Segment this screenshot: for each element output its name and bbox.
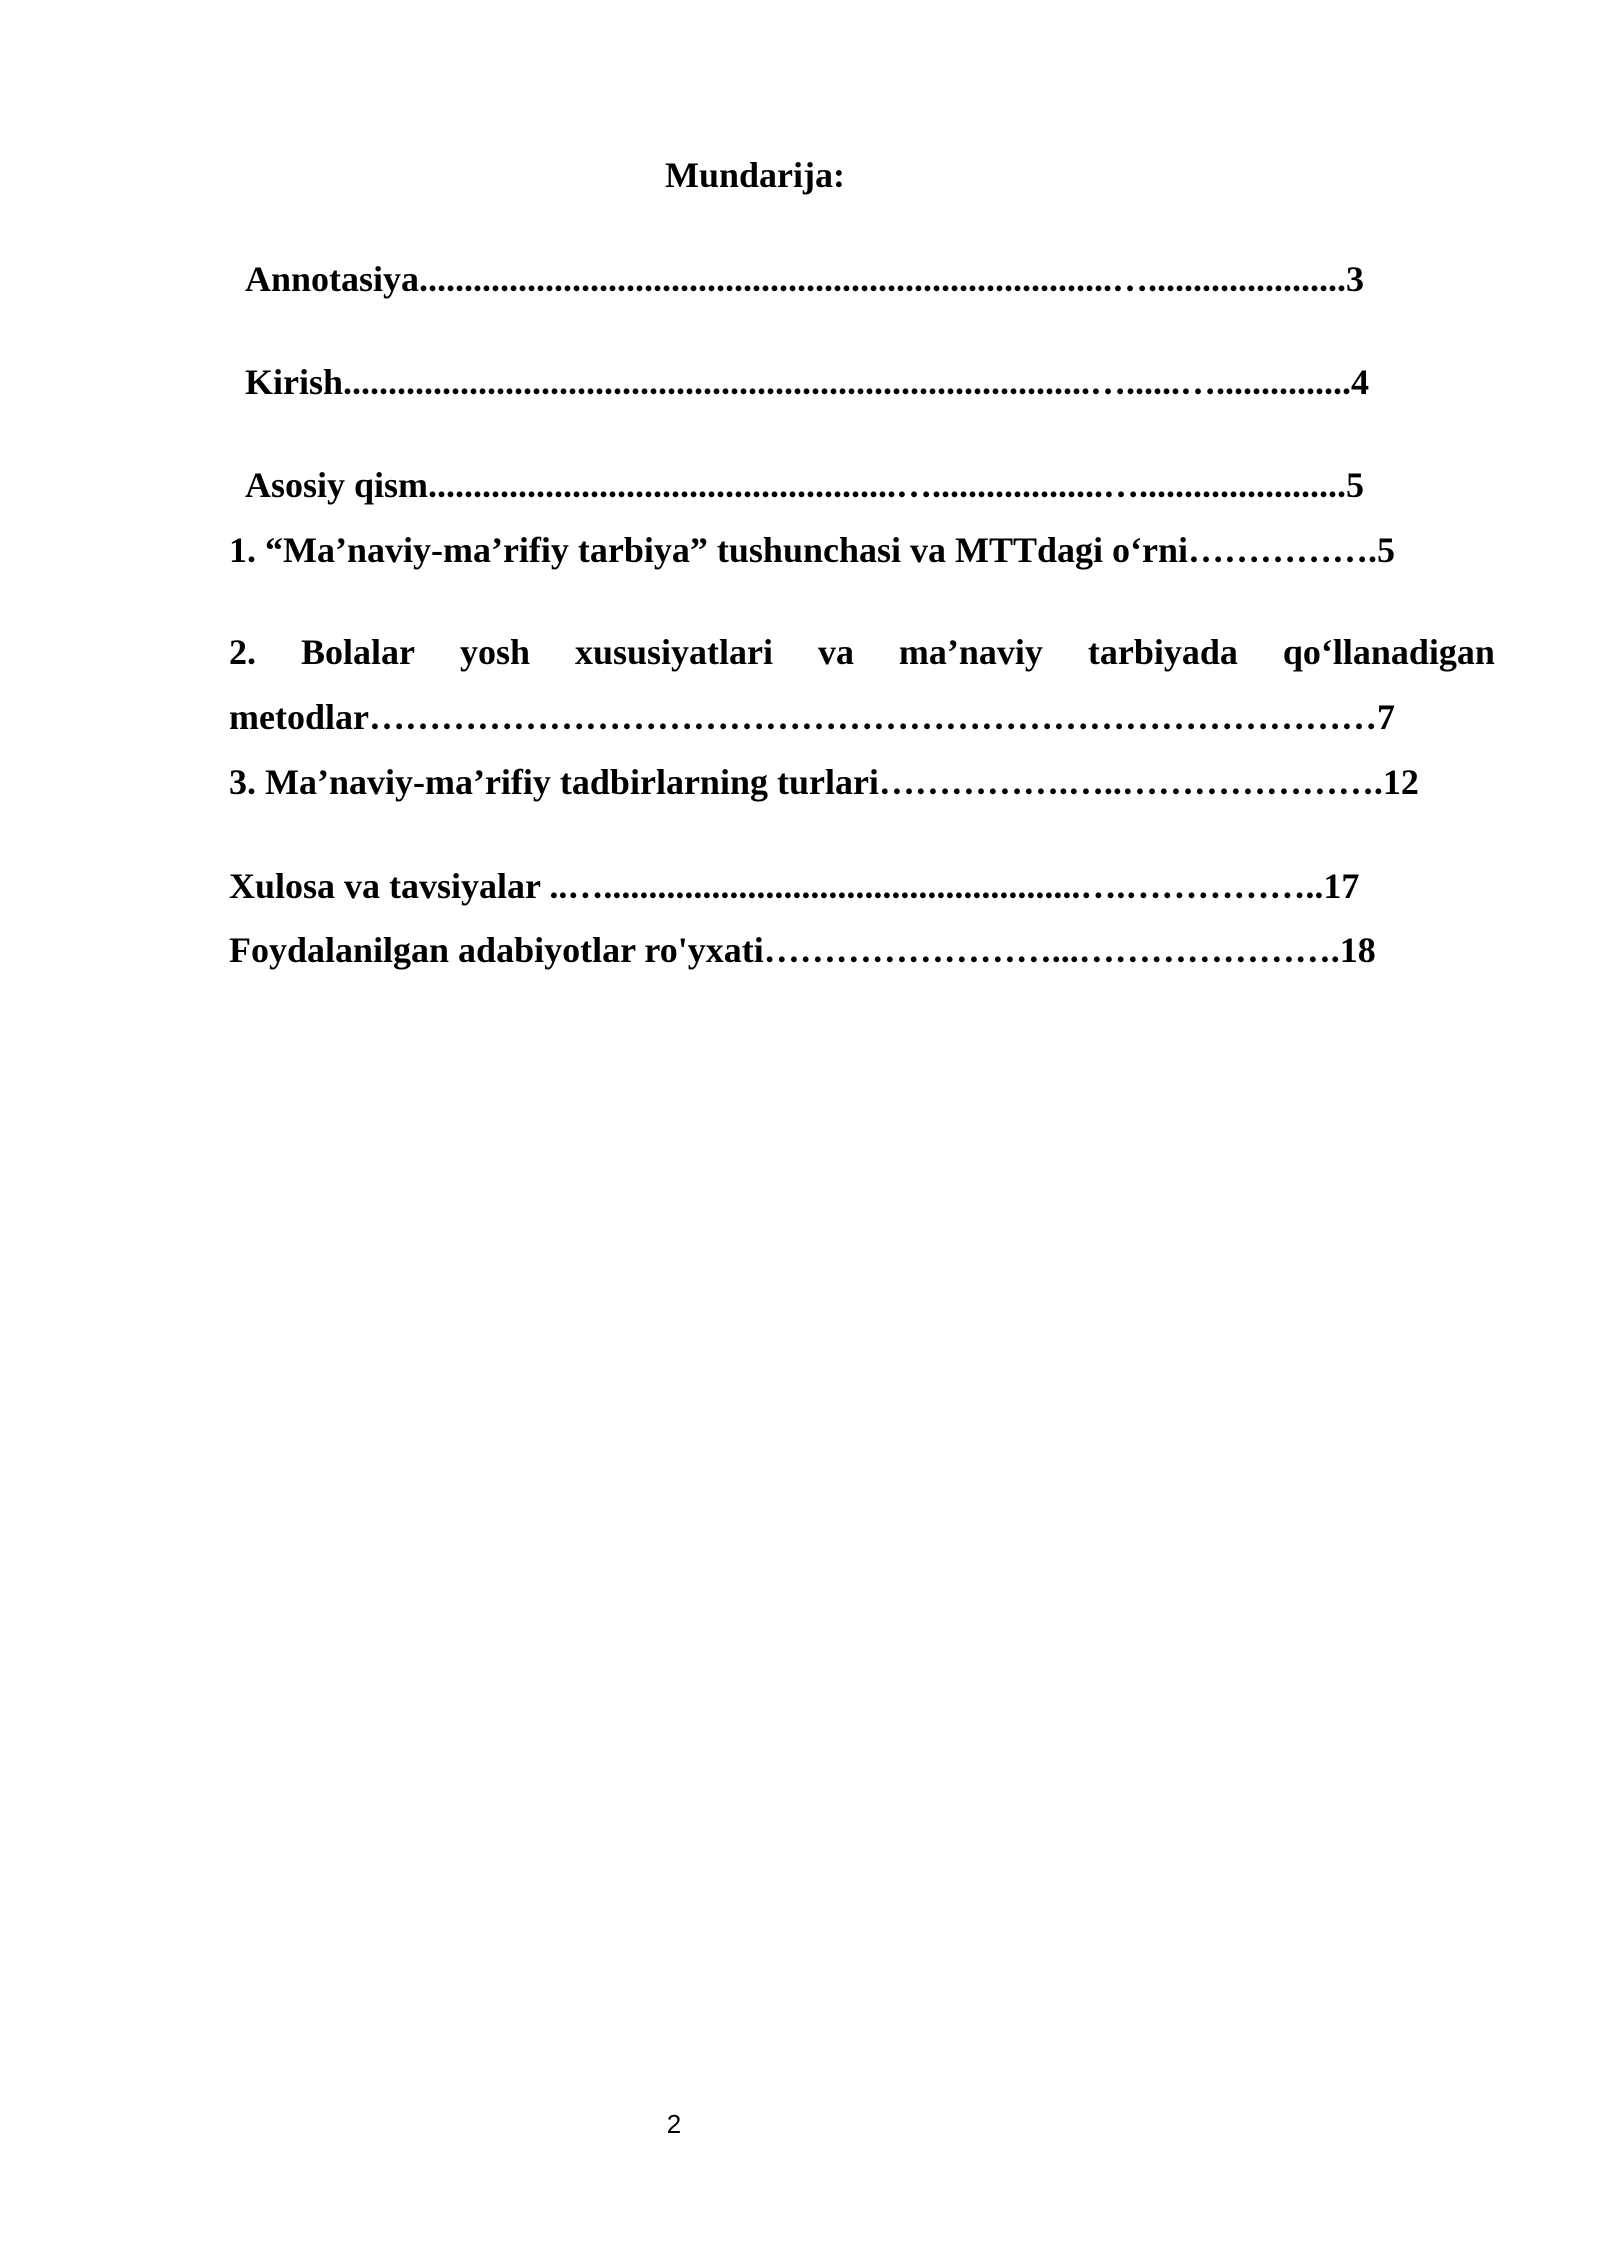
toc-entry-xulosa: Xulosa va tavsiyalar ..….....................................................….……………..17 <box>229 866 1360 906</box>
toc-word: xususiyatlari <box>574 632 773 672</box>
toc-word: 2. <box>229 632 256 672</box>
toc-title: Mundarija: <box>665 155 845 195</box>
page-number: 2 <box>666 2109 682 2139</box>
toc-entry-adabiyotlar: Foydalanilgan adabiyotlar ro'yxati……………………...………………….18 <box>229 930 1376 970</box>
toc-word: qo‘llanadigan <box>1282 632 1495 672</box>
toc-word: yosh <box>459 632 530 672</box>
toc-word: Bolalar <box>300 632 415 672</box>
toc-entry-section-2 <box>229 628 1495 676</box>
toc-word: ma’naviy <box>898 632 1043 672</box>
toc-entry-section-2-continuation: metodlar…………………………………………………………………………7 <box>229 697 1395 737</box>
toc-entry-asosiy-qism: Asosiy qism....................................................…...................….......................5 <box>245 465 1365 505</box>
toc-entry-annotatsiya: Annotasiya.............................................................................…......................3 <box>245 259 1365 299</box>
toc-word: tarbiyada <box>1087 632 1238 672</box>
toc-entry-section-3: 3. Ma’naviy-ma’rifiy tadbirlarning turlari…………….…..………………….12 <box>229 762 1419 802</box>
toc-entry-kirish: Kirish...................................................................................…......…...............4 <box>245 362 1370 402</box>
toc-word: va <box>817 632 854 672</box>
toc-entry-section-1: 1. “Ma’naviy-ma’rifiy tarbiya” tushunchasi va MTTdagi o‘rni…………….5 <box>229 530 1396 570</box>
